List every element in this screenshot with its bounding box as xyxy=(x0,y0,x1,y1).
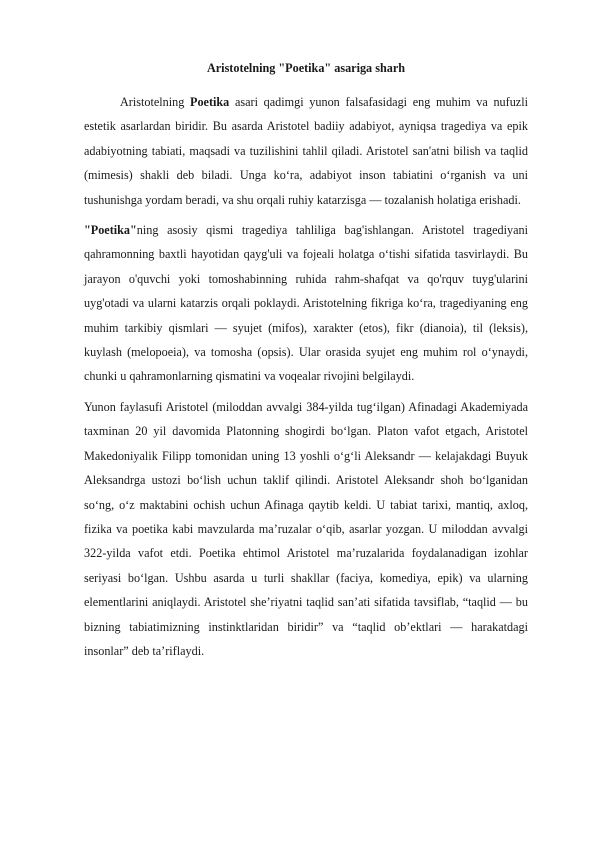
paragraph-intro xyxy=(84,90,528,212)
paragraph-intro-body: asari qadimgi yunon falsafasidagi eng muhim va nufuzli estetik asarlardan biridir. Bu asarda Aristotel badiiy adabiyot, ayniqsa tragediya va epik adabiyotning tabiati, maqsadi va tuzilishini tahlil qiladi. Aristotel san'atni bilish va taqlid (mimesis) shakli deb biladi. Unga ko‘ra, adabiyot inson tabiatini o‘rganish va uni tushunishga yordam beradi, va shu orqali ruhiy katarzisga — tozalanish holatiga erishadi. xyxy=(84,95,528,207)
poetika-quoted-bold-term: "Poetika" xyxy=(84,223,137,238)
poetika-bold-term: Poetika xyxy=(190,95,230,109)
paragraph-biography: Yunon faylasufi Aristotel (miloddan avvalgi 384-yilda tug‘ilgan) Afinadagi Akademiyada taxminan 20 yil davomida Platonning shogirdi bo‘lgan. Platon vafot etgach, Aristotel Makedoniyalik Filipp tomonidan uning 13 yoshli o‘g‘li Aleksandr — kelajakdagi Buyuk Aleksandrga ustozi bo‘lish uchun taklif qilindi. Aristotel Aleksandr shoh bo‘lganidan so‘ng, o‘z maktabini ochish uchun Afinaga qaytib keldi. U tabiat tarixi, mantiq, axloq, fizika va poetika kabi mavzularda ma’ruzalar o‘qib, asarlar yozgan. U miloddan avvalgi 322-yilda vafot etdi. Poetika ehtimol Aristotel ma’ruzalarida foydalanadigan izohlar seriyasi bo‘lgan. Ushbu asarda u turli shakllar (faciya, komediya, epik) va ularning elementlarini aniqlaydi. Aristotel she’riyatni taqlid san’ati sifatida tavsiflab, “taqlid — bu bizning tabiatimizning instinktlaridan biridir” va “taqlid ob’ektlari — harakatdagi insonlar” deb ta’riflaydi. xyxy=(84,399,528,658)
paragraph-tragedy xyxy=(84,218,528,389)
paragraph-intro-lead: Aristotelning xyxy=(120,95,191,109)
document-title: Aristotelning "Poetika" asariga sharh xyxy=(206,61,406,75)
paragraph-tragedy-body: ning asosiy qismi tragediya tahliliga bag'ishlangan. Aristotel tragediyani qahramonning baxtli hayotidan qayg'uli va fojeali holatga o‘tishi sifatida tasvirlaydi. Bu jarayon o'quvchi yoki tomoshabinning ruhida rahm-shafqat va qo'rquv tuyg'ularini uyg'otadi va ularni katarzis orqali poklaydi. Aristotelning fikriga ko‘ra, tragediyaning eng muhim tarkibiy qismlari — syujet (mifos), xarakter (etos), fikr (dianoia), til (leksis), kuylash (melopoeia), va tomosha (opsis). Ular orasida syujet eng muhim rol o‘ynaydi, chunki u qahramonlarning qismatini va voqealar rivojini belgilaydi. xyxy=(84,223,528,384)
document-page xyxy=(84,54,528,669)
